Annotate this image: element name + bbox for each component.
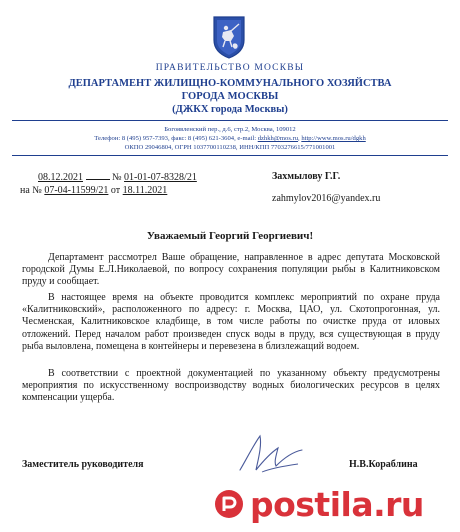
letterhead-divider [12,120,448,121]
reference-number: 07-04-11599/21 [44,185,109,196]
reference-from-label: от [110,185,121,196]
reference-line [20,185,167,196]
watermark-text: postila.ru [250,484,424,524]
postila-logo-icon [214,489,244,519]
government-title: ПРАВИТЕЛЬСТВО МОСКВЫ [155,63,305,73]
body-paragraph-2: В настоящее время на объекте проводится комплекс мероприятий по охране пруда «Калитниковский», расположенного по адресу: г. Москва, ЦАО, ул. Скотопрогонная, ул. Чесменская, Калитниковское кладбище, в том числе работы по очистке пруда от иловых отложений. Перед началом работ произведен спуск воды в пруду, вся существующая в пруду рыба выловлена, помещена в контейнеры и перевезена в близлежащий водоем. [22,292,440,352]
moscow-coat-of-arms-icon [211,14,247,60]
body-paragraph-1: Департамент рассмотрел Ваше обращение, направленное в адрес депутата Московской городской Думы Е.Л.Николаевой, по вопросу сохранения популяции рыбы в Калитниковском пруду и сообщает. [22,252,440,288]
registration-date: 08.12.2021 [38,172,83,183]
registration-line [38,172,197,183]
department-abbreviation: (ДЖКХ города Москвы) [172,104,288,115]
registration-number: 01-01-07-8328/21 [124,172,197,183]
reference-prefix: на № [20,185,42,196]
contacts-separator: , [298,135,302,142]
department-address: Богоявленский пер., д.6, стр.2, Москва, 109012 [164,126,296,133]
body-paragraph-3: В соответствии с проектной документацией по указанному объекту предусмотрены мероприятия по искусственному воспроизводству водных биологических ресурсов в целях компенсации ущерба. [22,368,440,404]
contacts-phones: Телефон: 8 (495) 957-7393, факс: 8 (495) 621-3604, e-mail: [94,135,258,142]
postila-watermark [214,482,424,526]
department-title-line2: ГОРОДА МОСКВЫ [181,91,279,102]
contact-website-link[interactable]: http://www.mos.ru/dgkh [301,135,366,142]
department-title-line1: ДЕПАРТАМЕНТ ЖИЛИЩНО-КОММУНАЛЬНОГО ХОЗЯЙСТВА [68,78,392,89]
handwritten-signature [232,430,322,478]
recipient-name: Захмылову Г.Г. [272,171,341,182]
salutation: Уважаемый Георгий Георгиевич! [146,230,314,242]
department-contacts [0,135,460,142]
recipient-email: zahmylov2016@yandex.ru [272,193,381,204]
department-registry-codes: ОКПО 29046804, ОГРН 1037700110238, ИНН/КПП 7703276615/771001001 [124,144,336,151]
reference-date: 18.11.2021 [122,185,168,196]
signatory-position: Заместитель руководителя [22,459,144,470]
registration-number-label: № [112,172,122,183]
signatory-name: Н.В.Кораблина [349,459,418,470]
contact-email-link[interactable]: dzhkh@mos.ru [257,135,299,142]
letterhead-bottom-divider [12,155,448,156]
